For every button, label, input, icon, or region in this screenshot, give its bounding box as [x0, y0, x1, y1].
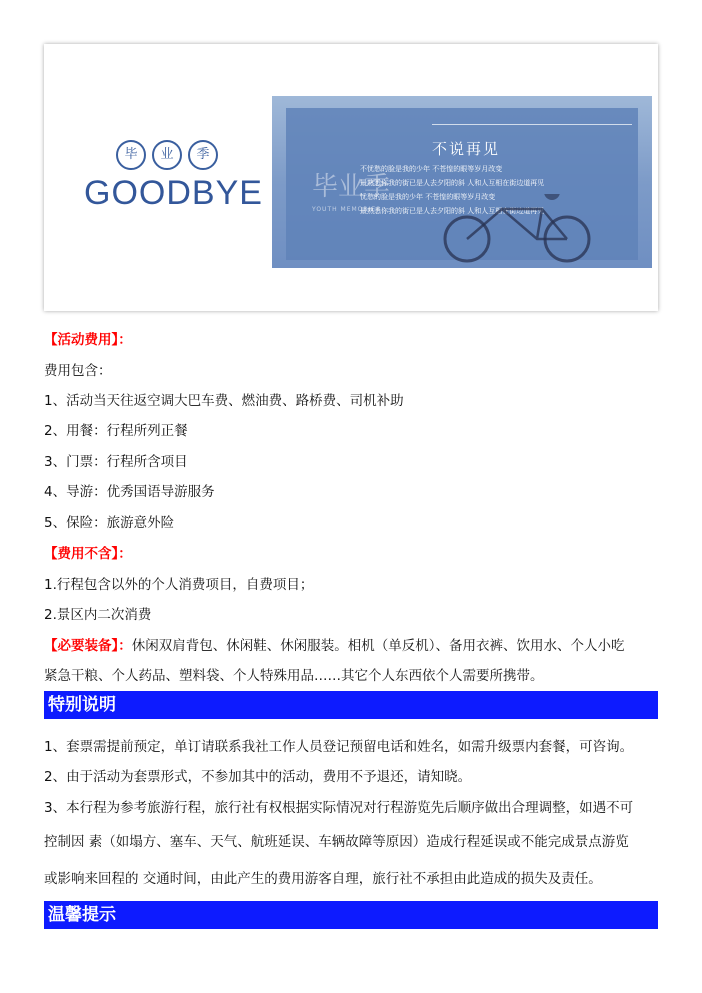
graduation-photo	[272, 96, 652, 268]
equipment-heading: 【必要装备】：	[44, 638, 132, 654]
fee-item: 3、门票：行程所含项目	[44, 454, 188, 470]
fee-item: 5、保险：旅游意外险	[44, 515, 175, 531]
special-note-line: 2、由于活动为套票形式，不参加其中的活动，费用不予退还，请知晓。	[44, 769, 472, 785]
banner-image	[44, 44, 658, 311]
special-notes-heading: 特别说明	[44, 691, 658, 719]
excluded-heading: 【费用不含】：	[44, 546, 132, 562]
banner-headline: GOODBYE	[84, 174, 263, 212]
equipment-text: 休闲双肩背包、休闲鞋、休闲服装。相机（单反机）、备用衣裤、饮用水、个人小吃	[131, 638, 625, 654]
photo-lyric-line: 最熟悉你我的街已是人去夕阳的斜 人和人互相在街边道再见	[360, 207, 545, 215]
fee-item: 4、导游：优秀国语导游服务	[44, 484, 215, 500]
fees-include-label: 费用包含：	[44, 363, 112, 379]
excluded-item: 1.行程包含以外的个人消费项目，自费项目；	[44, 577, 314, 593]
fee-item: 1、活动当天往返空调大巴车费、燃油费、路桥费、司机补助	[44, 393, 404, 409]
tips-heading: 温馨提示	[44, 901, 658, 929]
special-note-line: 3、本行程为参考旅游行程，旅行社有权根据实际情况对行程游览先后顺序做出合理调整，如遇不可	[44, 800, 634, 816]
special-note-line: 1、套票需提前预定，单订请联系我社工作人员登记预留电话和姓名，如需升级票内套餐，可咨询。	[44, 739, 634, 755]
photo-divider	[432, 124, 632, 125]
photo-watermark-sub: YOUTH MEMORIES	[312, 206, 381, 213]
fees-heading: 【活动费用】：	[44, 332, 132, 348]
photo-lyric-line: 忧愁的脸是我的少年 不苍惶的眼等岁月改变	[360, 193, 496, 201]
equipment-line	[44, 637, 625, 655]
special-note-line: 控制因 素（如塌方、塞车、天气、航班延误、车辆故障等原因）造成行程延误或不能完成景点游览	[44, 834, 629, 850]
seal-char: 毕	[116, 140, 146, 170]
photo-lyric-line: 最熟悉你我的街已是人去夕阳的斜 人和人互相在街边道再见	[360, 179, 545, 187]
photo-lyric-line: 不忧愁的脸是我的少年 不苍惶的眼等岁月改变	[360, 165, 503, 173]
bicycle-icon	[432, 194, 602, 264]
equipment-text-cont: 紧急干粮、个人药品、塑料袋、个人特殊用品……其它个人东西依个人需要所携带。	[44, 668, 544, 684]
photo-title: 不说再见	[432, 140, 501, 158]
excluded-item: 2.景区内二次消费	[44, 607, 152, 623]
special-note-line: 或影响来回程的 交通时间，由此产生的费用游客自理，旅行社不承担由此造成的损失及责任。	[44, 871, 602, 887]
photo-watermark: 毕业季	[312, 172, 391, 202]
fee-item: 2、用餐：行程所列正餐	[44, 423, 188, 439]
seal-row	[116, 140, 218, 170]
seal-char: 业	[152, 140, 182, 170]
seal-char: 季	[188, 140, 218, 170]
